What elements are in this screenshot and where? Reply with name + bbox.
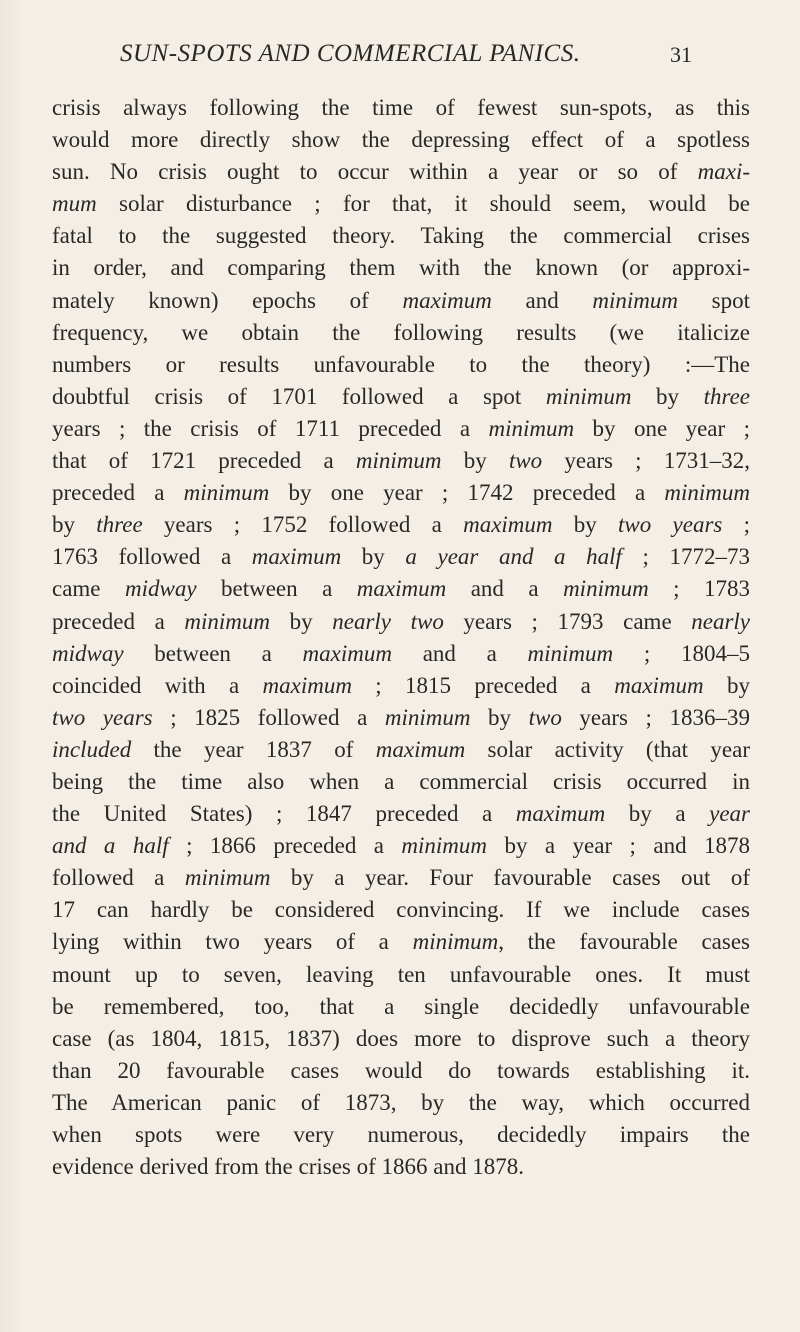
italic-run: maximum: [402, 287, 492, 313]
text-line: [52, 477, 750, 509]
text-run: case (as 1804, 1815, 1837) does more to disprove such a theory: [52, 1025, 750, 1051]
text-run: evidence derived from the crises of 1866 and 1878.: [52, 1154, 524, 1180]
italic-run: minimum: [563, 576, 649, 602]
italic-run: three: [703, 383, 751, 409]
italic-run: minimum: [183, 480, 270, 506]
text-run: The American panic of 1873, by the way, which occurred: [52, 1089, 750, 1115]
text-line: [52, 317, 750, 349]
italic-run: minimum: [401, 833, 488, 859]
italic-run: minimum: [527, 640, 614, 666]
italic-run: midway: [52, 640, 124, 666]
text-line: [52, 638, 750, 670]
text-run: doubtful crisis of 1701 followed a spot: [52, 383, 546, 409]
text-line: [52, 670, 750, 702]
text-run: between a: [123, 640, 303, 666]
text-run: sun. No crisis ought to occur within a year or so of: [52, 159, 698, 185]
text-line: [52, 349, 750, 381]
text-run: ; 1866 preceded a: [168, 833, 402, 859]
text-line: [52, 252, 750, 284]
italic-run: maxi-: [697, 159, 750, 185]
text-line: [52, 766, 750, 798]
italic-run: minimum: [184, 865, 271, 891]
text-run: by a year ; and 1878: [487, 833, 751, 859]
page-gutter-shadow: [0, 0, 22, 1332]
text-run: between a: [196, 576, 357, 602]
text-run: followed a: [52, 865, 185, 891]
text-line: [52, 156, 750, 188]
text-line: [52, 798, 750, 830]
text-run: ; 1815 preceded a: [351, 672, 615, 698]
text-run: by: [341, 544, 406, 570]
text-run: ;: [722, 512, 751, 538]
text-line: [52, 1119, 750, 1151]
text-run: numbers or results unfavourable to the theory) :—The: [52, 351, 750, 377]
italic-run: a year and a half: [405, 544, 622, 570]
text-run: mount up to seven, leaving ten unfavourable ones. It must: [52, 961, 750, 987]
text-run: lying within two years of a: [52, 929, 413, 955]
text-run: ; 1825 followed a: [152, 704, 385, 730]
italic-run: mum: [52, 191, 97, 217]
text-line: [52, 830, 750, 862]
italic-run: two years: [52, 704, 153, 730]
text-run: by: [552, 512, 619, 538]
text-run: and a: [446, 576, 564, 602]
italic-run: maximum: [251, 544, 342, 570]
text-run: that of 1721 preceded a: [52, 448, 356, 474]
text-line: [52, 894, 750, 926]
text-run: by: [470, 704, 529, 730]
text-run: years ; 1793 came: [443, 608, 692, 634]
text-line: [52, 702, 750, 734]
text-run: years ; 1752 followed a: [142, 512, 464, 538]
text-line: [52, 445, 750, 477]
text-run: fatal to the suggested theory. Taking the commercial crises: [52, 223, 750, 249]
italic-run: nearly: [691, 608, 751, 634]
text-line: [52, 285, 750, 317]
text-run: by a year. Four favourable cases out of: [270, 865, 750, 891]
italic-run: maximum: [614, 672, 704, 698]
italic-run: minimum: [184, 608, 271, 634]
text-run: ; 1783: [648, 576, 751, 602]
text-run: when spots were very numerous, decidedly impairs the: [52, 1122, 750, 1147]
italic-run: minimum: [384, 704, 471, 730]
text-run: coincided with a: [52, 672, 263, 698]
text-line: [52, 734, 750, 766]
italic-run: year: [709, 801, 750, 827]
text-run: the year 1837 of: [131, 736, 376, 762]
text-line: [52, 573, 750, 605]
text-run: 1763 followed a: [52, 544, 252, 570]
italic-run: maximum: [375, 736, 466, 762]
italic-run: minimum: [664, 480, 750, 506]
text-run: by one year ; 1742 preceded a: [269, 480, 665, 506]
text-line: [52, 413, 750, 445]
text-run: 17 can hardly be considered convincing. If we include cases: [52, 897, 750, 923]
text-run: , the favourable cases: [498, 929, 750, 955]
text-run: by a: [605, 801, 710, 827]
running-head: [120, 40, 692, 84]
italic-run: maximum: [463, 512, 553, 538]
italic-run: midway: [124, 576, 197, 602]
italic-run: maximum: [515, 801, 606, 827]
italic-run: two: [528, 704, 562, 730]
text-run: mately known) epochs of: [52, 287, 403, 313]
running-title: SUN-SPOTS AND COMMERCIAL PANICS.: [120, 40, 581, 67]
italic-run: minimum: [488, 415, 575, 441]
text-line: [52, 188, 750, 220]
italic-run: included: [52, 736, 132, 762]
text-run: spot: [678, 287, 750, 313]
text-run: years ; 1836–39: [561, 704, 750, 730]
italic-run: minimum: [545, 383, 632, 409]
text-run: and a: [391, 640, 528, 666]
text-line: [52, 220, 750, 252]
text-run: by: [52, 512, 97, 538]
text-run: by one year ;: [574, 415, 750, 441]
text-line: [52, 926, 750, 958]
text-run: crisis always following the time of fewest sun-spots, as this: [52, 95, 750, 120]
text-run: in order, and comparing them with the known (or approxi-: [52, 255, 750, 281]
text-run: the United States) ; 1847 preceded a: [52, 801, 516, 827]
text-line: [52, 381, 750, 413]
italic-run: minimum: [412, 929, 499, 955]
text-line: [52, 92, 750, 124]
text-run: ; 1772–73: [621, 544, 751, 570]
italic-run: minimum: [355, 448, 442, 474]
text-line: [52, 509, 750, 541]
text-run: being the time also when a commercial crisis occurred in: [52, 768, 750, 794]
text-line: [52, 1055, 750, 1087]
italic-run: three: [96, 512, 143, 538]
text-run: be remembered, too, that a single decidedly unfavourable: [52, 993, 750, 1019]
text-line: [52, 959, 750, 991]
text-run: ; 1804–5: [613, 640, 750, 666]
text-run: frequency, we obtain the following results (we italicize: [52, 319, 750, 345]
text-run: would more directly show the depressing effect of a spotless: [52, 127, 750, 153]
page-number: 31: [670, 42, 692, 67]
italic-run: maximum: [356, 576, 447, 602]
text-line: [52, 1087, 750, 1119]
text-run: by: [703, 672, 751, 698]
text-line: [52, 606, 750, 638]
text-line: [52, 1151, 750, 1183]
text-run: years ; 1731–32,: [542, 448, 750, 474]
italic-run: two years: [618, 512, 723, 538]
text-run: by: [270, 608, 333, 634]
text-line: [52, 1023, 750, 1055]
text-run: solar disturbance ; for that, it should seem, would be: [96, 191, 750, 217]
text-run: solar activity (that year: [465, 736, 750, 762]
text-run: than 20 favourable cases would do towards establishing it.: [52, 1057, 750, 1083]
italic-run: minimum: [592, 287, 679, 313]
text-run: by: [441, 448, 509, 474]
text-run: came: [52, 576, 125, 602]
body-text: [52, 92, 750, 1183]
text-run: years ; the crisis of 1711 preceded a: [52, 415, 489, 441]
text-run: preceded a: [52, 608, 185, 634]
text-line: [52, 862, 750, 894]
text-run: by: [631, 383, 704, 409]
italic-run: maximum: [302, 640, 392, 666]
text-line: [52, 991, 750, 1023]
italic-run: nearly two: [332, 608, 444, 634]
text-run: and: [491, 287, 593, 313]
text-line: [52, 124, 750, 156]
italic-run: and a half: [52, 833, 169, 859]
text-run: preceded a: [52, 480, 184, 506]
italic-run: two: [508, 448, 543, 474]
text-line: [52, 541, 750, 573]
italic-run: maximum: [262, 672, 352, 698]
